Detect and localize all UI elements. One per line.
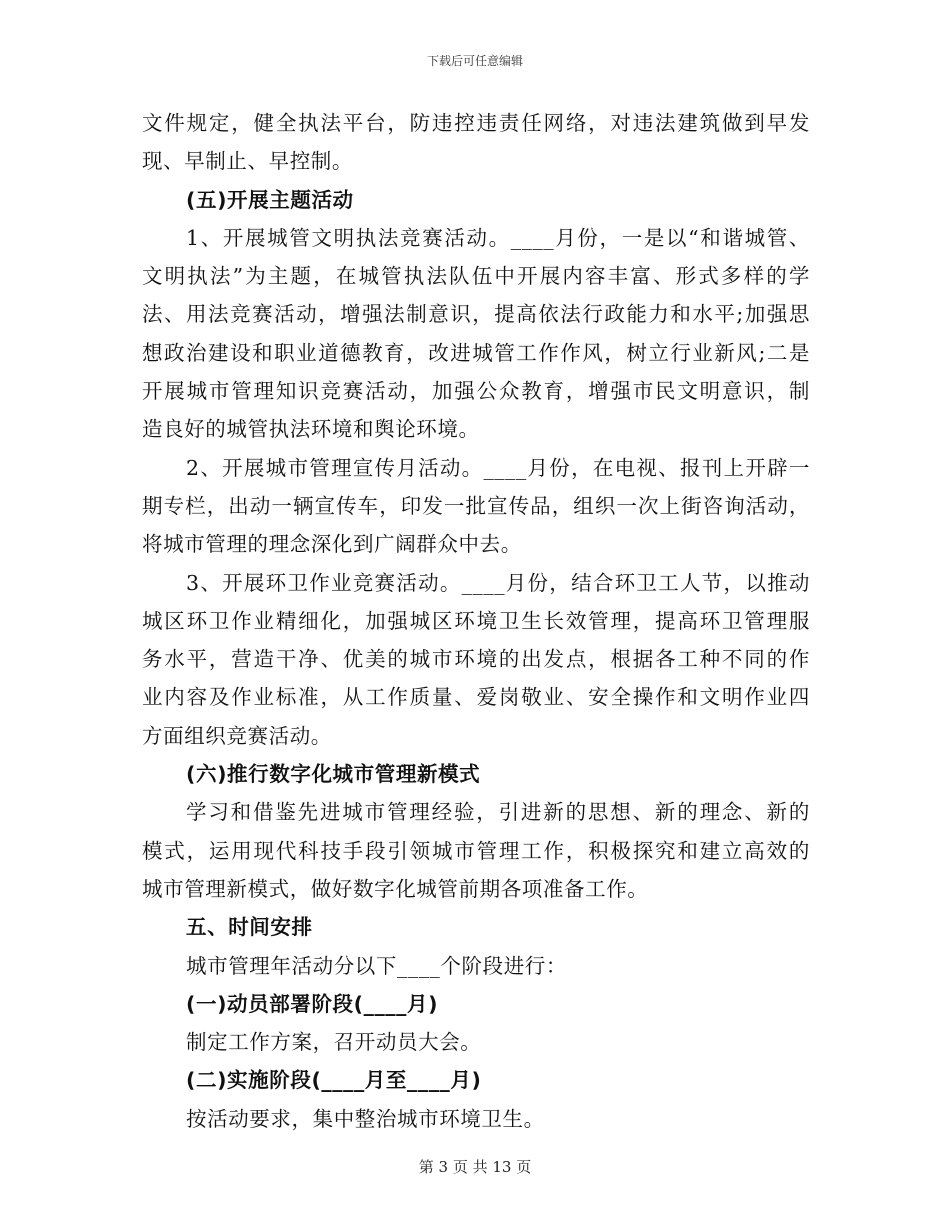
section-heading: (五)开展主题活动 [186, 187, 354, 212]
section-heading: (六)推行数字化城市管理新模式 [186, 762, 481, 787]
paragraph-line: 现、早制止、早控制。 [142, 149, 353, 174]
paragraph-line: 模式，运用现代科技手段引领城市管理工作，积极探究和建立高效的 [142, 838, 810, 863]
section-heading: 五、时间安排 [186, 915, 313, 940]
paragraph-line: 方面组织竞赛活动。 [142, 723, 332, 748]
paragraph-line: 2、开展城市管理宣传月活动。____月份，在电视、报刊上开辟一 [186, 455, 810, 480]
section-heading: (二)实施阶段(____月至____月) [186, 1068, 482, 1093]
paragraph-line: 文件规定，健全执法平台，防违控违责任网络，对违法建筑做到早发 [142, 111, 810, 135]
paragraph-line: 3、开展环卫作业竞赛活动。____月份，结合环卫工人节，以推动 [186, 570, 810, 595]
paragraph-line: 法、用法竞赛活动，增强法制意识，提高依法行政能力和水平;加强思 [142, 302, 810, 327]
paragraph-line: 城市管理新模式，做好数字化城管前期各项准备工作。 [142, 876, 649, 901]
page-footer: 第 3 页 共 13 页 [418, 1158, 532, 1176]
paragraph-line: 城区环卫作业精细化，加强城区环境卫生长效管理，提高环卫管理服 [142, 608, 810, 633]
section-heading: (一)动员部署阶段(____月) [186, 991, 439, 1016]
paragraph-line: 制定工作方案，召开动员大会。 [186, 1030, 482, 1055]
paragraph-line: 造良好的城管执法环境和舆论环境。 [142, 417, 480, 442]
paragraph-line: 学习和借鉴先进城市管理经验，引进新的思想、新的理念、新的 [186, 800, 810, 825]
paragraph-line: 期专栏，出动一辆宣传车，印发一批宣传品，组织一次上街咨询活动， [142, 493, 810, 518]
paragraph-line: 将城市管理的理念深化到广阔群众中去。 [142, 532, 522, 557]
paragraph-line: 业内容及作业标准，从工作质量、爱岗敬业、安全操作和文明作业四 [142, 685, 810, 710]
paragraph-line: 1、开展城管文明执法竞赛活动。____月份，一是以“和谐城管、 [186, 225, 810, 250]
document-body [142, 104, 810, 1138]
page-header: 下载后可任意编辑 [426, 54, 523, 68]
paragraph-line: 城市管理年活动分以下____个阶段进行： [186, 953, 567, 978]
paragraph-line: 文明执法”为主题，在城管执法队伍中开展内容丰富、形式多样的学 [142, 264, 810, 289]
paragraph-line: 按活动要求，集中整治城市环境卫生。 [186, 1106, 545, 1131]
paragraph-line: 想政治建设和职业道德教育，改进城管工作作风，树立行业新风;二是 [142, 340, 810, 365]
paragraph-line: 务水平，营造干净、优美的城市环境的出发点，根据各工种不同的作 [142, 647, 810, 672]
paragraph-line: 开展城市管理知识竞赛活动，加强公众教育，增强市民文明意识，制 [142, 379, 810, 404]
